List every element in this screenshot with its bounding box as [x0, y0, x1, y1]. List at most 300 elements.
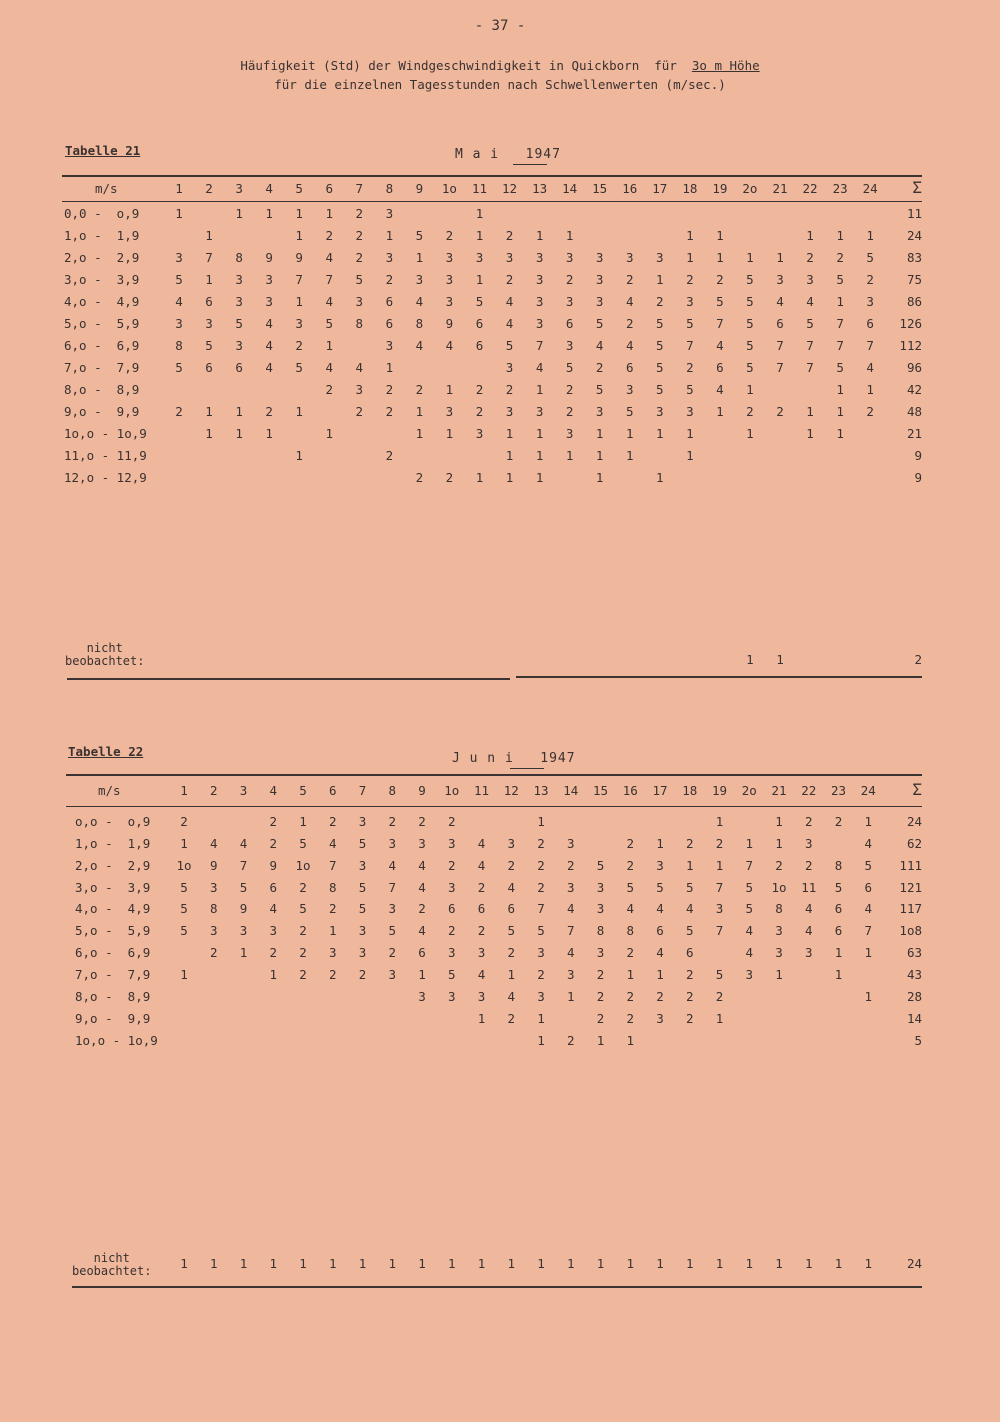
table-cell: 6 [656, 923, 664, 939]
table-cell: 5 [625, 404, 634, 419]
table-cell: 4 [445, 338, 454, 353]
table-cell: 2 [806, 250, 814, 265]
table-cell: 3 [595, 404, 604, 419]
row-label: 9,o - 9,9 [64, 404, 140, 419]
table-cell: 4 [804, 901, 813, 917]
table-cell: 2 [566, 1032, 575, 1048]
table-cell: 7 [776, 360, 784, 375]
hour-header: 24 [860, 783, 876, 798]
hour-header: 2 [209, 783, 218, 798]
table-cell: 5 [626, 879, 635, 895]
table-cell: 3 [595, 294, 604, 309]
table-cell: 4 [804, 923, 813, 939]
table-cell: 6 [834, 923, 843, 939]
title-height: 3o m Höhe [691, 58, 760, 73]
hour-header: 4 [269, 783, 278, 798]
table-cell: 1 [656, 272, 664, 287]
table-cell: 2 [866, 272, 874, 287]
table-cell: 1 [180, 966, 188, 982]
table-cell: 1 [686, 250, 694, 265]
row-label: 1o,o - 1o,9 [64, 426, 147, 441]
table-cell: 6 [235, 360, 243, 375]
table-cell: 2 [595, 360, 604, 375]
row-label: o,o - o,9 [75, 814, 151, 829]
row-label: 1o,o - 1o,9 [75, 1032, 158, 1048]
page-subtitle: für die einzelnen Tagesstunden nach Schwellenwerten (m/sec.) [274, 77, 726, 92]
table-cell: 1o [176, 857, 192, 873]
month-underline [510, 768, 544, 769]
hour-header: 5 [299, 783, 307, 798]
not-observed-cell: 1 [388, 1256, 397, 1271]
hour-header: 23 [830, 783, 847, 798]
table-cell: 2 [596, 988, 605, 1004]
table-cell: 3 [447, 879, 456, 895]
table-cell: 3 [209, 879, 218, 895]
table-cell: 2 [537, 966, 545, 982]
row-sum: 96 [906, 360, 922, 375]
table-cell: 7 [295, 272, 303, 287]
table-cell: 2 [656, 294, 664, 309]
table-cell: 1 [566, 988, 575, 1004]
table-cell: 3 [358, 945, 367, 961]
table-cell: 4 [355, 360, 364, 375]
table-cell: 2 [385, 272, 394, 287]
table-cell: 5 [746, 360, 754, 375]
not-observed-cell: 1 [804, 1256, 813, 1271]
table-cell: 6 [447, 901, 456, 917]
table-cell: 1 [565, 448, 574, 463]
table-cell: 1 [415, 250, 424, 265]
hour-header: 6 [325, 181, 334, 196]
table-cell: 1 [505, 448, 514, 463]
table-cell: 1 [235, 206, 243, 221]
table-cell: 3 [445, 294, 454, 309]
table-cell: 1 [775, 966, 783, 982]
table-cell: 2 [477, 879, 486, 895]
table-cell: 6 [418, 945, 426, 961]
row-label: 5,o - 5,9 [64, 316, 140, 331]
table-cell: 3 [806, 272, 814, 287]
table-cell: 2 [418, 814, 426, 829]
table-cell: 2 [804, 814, 813, 829]
row-label: 5,o - 5,9 [75, 923, 151, 939]
table-cell: 4 [656, 901, 664, 917]
table-cell: 2 [686, 360, 694, 375]
table-cell: 5 [239, 879, 248, 895]
table-label: Tabelle 22 [68, 744, 144, 759]
unit-header: m/s [98, 783, 121, 798]
table-cell: 5 [415, 228, 424, 243]
table-cell: 2 [626, 857, 635, 873]
hour-header: 15 [592, 181, 608, 196]
table-cell: 6 [776, 316, 784, 331]
table-cell: 3 [625, 250, 634, 265]
row-sum: 9 [914, 448, 922, 463]
table-cell: 3 [328, 945, 337, 961]
table-cell: 5 [537, 923, 545, 939]
row-sum: 86 [906, 294, 922, 309]
table-cell: 5 [656, 338, 664, 353]
month-underline [513, 164, 547, 165]
table-month: M a i 1947 [455, 147, 561, 162]
table-cell: 5 [716, 294, 724, 309]
table-cell: 2 [265, 404, 273, 419]
table-cell: 4 [507, 988, 516, 1004]
table-cell: 5 [656, 360, 664, 375]
table-cell: 4 [418, 923, 426, 939]
table-cell: 2 [537, 857, 545, 873]
table-cell: 2 [626, 835, 635, 851]
title-text: Häufigkeit (Std) der Windgeschwindigkeit in Quickborn für [240, 58, 692, 73]
table-cell: 5 [746, 338, 754, 353]
table-cell: 4 [418, 879, 426, 895]
table-cell: 2 [626, 1010, 635, 1026]
table-cell: 5 [595, 316, 604, 331]
table-cell: 3 [209, 923, 218, 939]
table-cell: 4 [477, 966, 486, 982]
table-cell: 2 [385, 448, 394, 463]
table-cell: 7 [716, 316, 724, 331]
not-observed-cell: 1 [656, 1256, 664, 1271]
table-cell: 7 [836, 316, 844, 331]
table-cell: 4 [325, 360, 334, 375]
table-cell: 5 [299, 835, 307, 851]
not-observed-cell: 1 [209, 1256, 218, 1271]
hour-header: 13 [532, 181, 548, 196]
table-cell: 1 [415, 404, 424, 419]
table-cell: 7 [205, 250, 213, 265]
table-cell: 7 [745, 857, 754, 873]
hour-header: 18 [682, 783, 698, 798]
not-observed-cell: 1 [418, 1256, 426, 1271]
table-cell: 2 [596, 1010, 605, 1026]
table-cell: 3 [565, 338, 574, 353]
table-cell: 8 [328, 879, 337, 895]
hour-header: 7 [355, 181, 364, 196]
table-cell: 2 [269, 835, 278, 851]
table-cell: 1 [746, 382, 754, 397]
table-cell: 7 [715, 879, 724, 895]
table-cell: 3 [388, 966, 397, 982]
table-cell: 3 [535, 316, 544, 331]
table-cell: 1 [235, 426, 243, 441]
table-cell: 1 [385, 360, 394, 375]
not-observed-cell: 1 [596, 1256, 605, 1271]
table-cell: 1 [715, 814, 724, 829]
not-observed-cell: 1 [776, 652, 784, 667]
table-cell: 2 [715, 988, 724, 1004]
table-cell: 5 [686, 382, 694, 397]
table-cell: 8 [415, 316, 424, 331]
table-cell: 4 [625, 294, 634, 309]
hour-header: 1o [444, 783, 460, 798]
table-cell: 2 [565, 272, 574, 287]
table-cell: 3 [505, 360, 514, 375]
table-cell: 1 [836, 294, 844, 309]
table-cell: 1 [265, 426, 273, 441]
not-observed-cell: 1 [626, 1256, 635, 1271]
not-observed-cell: 1 [685, 1256, 694, 1271]
hour-header: 21 [772, 181, 788, 196]
table-cell: 6 [269, 879, 278, 895]
header-bottom-rule [66, 806, 922, 807]
table-cell: 5 [595, 382, 604, 397]
table-cell: 6 [475, 316, 484, 331]
table-cell: 7 [537, 901, 545, 917]
table-cell: 1 [477, 1010, 486, 1026]
table-cell: 3 [507, 835, 516, 851]
table-cell: 1 [625, 448, 634, 463]
table-cell: 3 [775, 945, 783, 961]
table-cell: 2 [209, 945, 218, 961]
not-observed-cell: 1 [447, 1256, 456, 1271]
table-cell: 1 [715, 857, 724, 873]
table-cell: 5 [205, 338, 213, 353]
table-cell: 1 [475, 228, 484, 243]
table-cell: 2 [325, 382, 334, 397]
table-cell: 1o [295, 857, 311, 873]
row-sum: 21 [906, 426, 922, 441]
table-cell: 1 [776, 250, 784, 265]
table-cell: 2 [388, 814, 397, 829]
table-cell: 6 [385, 316, 394, 331]
not-observed-cell: 1 [358, 1256, 367, 1271]
row-sum: 24 [906, 814, 922, 829]
not-observed-label: nicht beobachtet: [65, 641, 145, 668]
table-cell: 2 [477, 923, 486, 939]
table-cell: 5 [685, 879, 694, 895]
table-cell: 2 [716, 272, 724, 287]
hour-header: 6 [328, 783, 337, 798]
table-cell: 7 [864, 923, 873, 939]
table-cell: 1 [505, 470, 514, 485]
table-cell: 5 [685, 923, 694, 939]
row-sum: 62 [906, 835, 922, 851]
table-cell: 3 [235, 338, 243, 353]
hour-header: 17 [652, 181, 668, 196]
table-cell: 1 [299, 814, 307, 829]
table-cell: 2 [415, 382, 424, 397]
table-cell: 5 [299, 901, 307, 917]
not-observed-cell: 1 [745, 1256, 754, 1271]
table-cell: 1 [864, 988, 873, 1004]
hour-header: 12 [503, 783, 519, 798]
table-cell: 3 [804, 945, 813, 961]
table-cell: 2 [625, 316, 634, 331]
row-sum: 24 [906, 228, 922, 243]
table-cell: 1 [595, 426, 604, 441]
hour-header: 19 [712, 181, 728, 196]
not-observed-cell: 1 [537, 1256, 545, 1271]
row-sum: 117 [899, 901, 922, 917]
row-sum: 5 [914, 1032, 922, 1048]
table-cell: 3 [447, 988, 456, 1004]
table-cell: 1 [836, 228, 844, 243]
table-cell: 1 [595, 448, 604, 463]
row-label: 2,o - 2,9 [64, 250, 140, 265]
row-label: 4,o - 4,9 [64, 294, 140, 309]
table-cell: 2 [445, 470, 454, 485]
table-cell: 9 [209, 857, 218, 873]
table-cell: 2 [836, 250, 844, 265]
table-cell: 4 [566, 901, 575, 917]
table-cell: 6 [205, 360, 213, 375]
table-cell: 1 [626, 1032, 635, 1048]
table-cell: 1 [686, 426, 694, 441]
table-cell: 9 [265, 250, 273, 265]
table-cell: 5 [746, 272, 754, 287]
table-cell: 5 [505, 338, 514, 353]
table-cell: 2 [388, 945, 397, 961]
table-cell: 4 [535, 360, 544, 375]
table-cell: 8 [626, 923, 635, 939]
table-cell: 4 [656, 945, 664, 961]
not-observed-cell: 1 [566, 1256, 575, 1271]
hour-header: 16 [622, 181, 638, 196]
table-cell: 3 [596, 879, 605, 895]
table-cell: 5 [834, 879, 843, 895]
table-cell: 2 [299, 945, 307, 961]
row-label: 4,o - 4,9 [75, 901, 151, 917]
table-cell: 5 [866, 250, 874, 265]
hour-header: 19 [711, 783, 728, 798]
table-cell: 5 [596, 857, 605, 873]
not-observed-cell: 1 [775, 1256, 783, 1271]
table-cell: 1 [175, 206, 183, 221]
table-cell: 3 [565, 294, 574, 309]
table-cell: 8 [355, 316, 364, 331]
row-sum: 75 [906, 272, 922, 287]
table-cell: 5 [358, 835, 367, 851]
table-cell: 5 [806, 316, 814, 331]
table-cell: 7 [239, 857, 248, 873]
table-cell: 5 [175, 272, 183, 287]
footer-rule [67, 678, 510, 680]
table-cell: 6 [834, 901, 843, 917]
table-cell: 2 [685, 988, 694, 1004]
row-label: 0,0 - o,9 [64, 206, 140, 221]
not-observed-cell: 1 [328, 1256, 337, 1271]
not-observed-label: nicht beobachtet: [72, 1251, 152, 1278]
table-cell: 7 [806, 338, 814, 353]
table-cell: 3 [358, 923, 367, 939]
footer-rule [516, 676, 922, 678]
table-cell: 1 [596, 1032, 605, 1048]
table-cell: 7 [388, 879, 397, 895]
table-cell: 2 [505, 382, 514, 397]
table-cell: 2 [565, 404, 574, 419]
table-cell: 1 [746, 426, 754, 441]
table-cell: 2 [507, 945, 516, 961]
table-cell: 4 [415, 294, 424, 309]
table-cell: 1 [180, 835, 188, 851]
table-cell: 1 [385, 228, 394, 243]
table-cell: 1 [475, 470, 484, 485]
table-cell: 8 [209, 901, 218, 917]
table-cell: 1o [771, 879, 787, 895]
table-cell: 5 [475, 294, 484, 309]
table-cell: 2 [565, 382, 574, 397]
unit-header: m/s [95, 181, 118, 196]
table-cell: 3 [656, 1010, 664, 1026]
table-cell: 8 [175, 338, 183, 353]
row-label: 7,o - 7,9 [75, 966, 151, 982]
table-cell: 6 [385, 294, 394, 309]
table-cell: 2 [776, 404, 784, 419]
table-cell: 5 [175, 360, 183, 375]
table-cell: 4 [209, 835, 218, 851]
not-observed-sum: 2 [914, 652, 922, 667]
table-cell: 5 [180, 879, 188, 895]
table-cell: 6 [205, 294, 213, 309]
table-cell: 1 [745, 835, 754, 851]
table-cell: 1 [418, 966, 426, 982]
table-cell: 2 [656, 988, 664, 1004]
table-cell: 1 [864, 945, 873, 961]
table-cell: 3 [656, 250, 664, 265]
table-cell: 1 [656, 835, 664, 851]
table-cell: 5 [864, 857, 873, 873]
table-cell: 5 [746, 294, 754, 309]
table-cell: 2 [358, 966, 367, 982]
table-cell: 7 [866, 338, 874, 353]
table-cell: 1 [836, 404, 844, 419]
not-observed-cell: 1 [507, 1256, 516, 1271]
table-cell: 4 [864, 901, 873, 917]
row-label: 8,o - 8,9 [64, 382, 140, 397]
table-cell: 1 [535, 426, 544, 441]
table-cell: 1 [686, 228, 694, 243]
table-cell: 1 [295, 294, 303, 309]
hour-header: 1 [175, 181, 183, 196]
hour-header: 8 [385, 181, 394, 196]
table-cell: 3 [595, 272, 604, 287]
table-cell: 5 [295, 360, 303, 375]
table-cell: 4 [626, 901, 635, 917]
hour-header: 1 [180, 783, 188, 798]
table-cell: 5 [715, 966, 724, 982]
hour-header: 22 [801, 783, 817, 798]
table-cell: 1 [836, 382, 844, 397]
table-cell: 1 [686, 448, 694, 463]
table-cell: 3 [418, 835, 426, 851]
table-cell: 1 [328, 923, 337, 939]
hour-header: 18 [682, 181, 698, 196]
table-cell: 1 [866, 228, 874, 243]
table-cell: 2 [505, 272, 514, 287]
table-cell: 2 [775, 857, 783, 873]
table-cell: 5 [180, 923, 188, 939]
row-sum: 112 [899, 338, 922, 353]
table-cell: 1 [715, 1010, 724, 1026]
table-cell: 3 [565, 250, 574, 265]
table-cell: 3 [537, 988, 545, 1004]
row-sum: 11 [906, 206, 922, 221]
table-cell: 1 [535, 448, 544, 463]
table-cell: 2 [447, 923, 456, 939]
table-cell: 3 [566, 966, 575, 982]
table-cell: 7 [836, 338, 844, 353]
table-cell: 1 [445, 382, 454, 397]
table-cell: 1 [656, 426, 664, 441]
table-cell: 7 [325, 272, 334, 287]
row-sum: 42 [906, 382, 922, 397]
table-cell: 5 [180, 901, 188, 917]
hour-header: 3 [235, 181, 243, 196]
table-cell: 3 [445, 404, 454, 419]
table-cell: 2 [834, 814, 843, 829]
table-cell: 1 [445, 426, 454, 441]
